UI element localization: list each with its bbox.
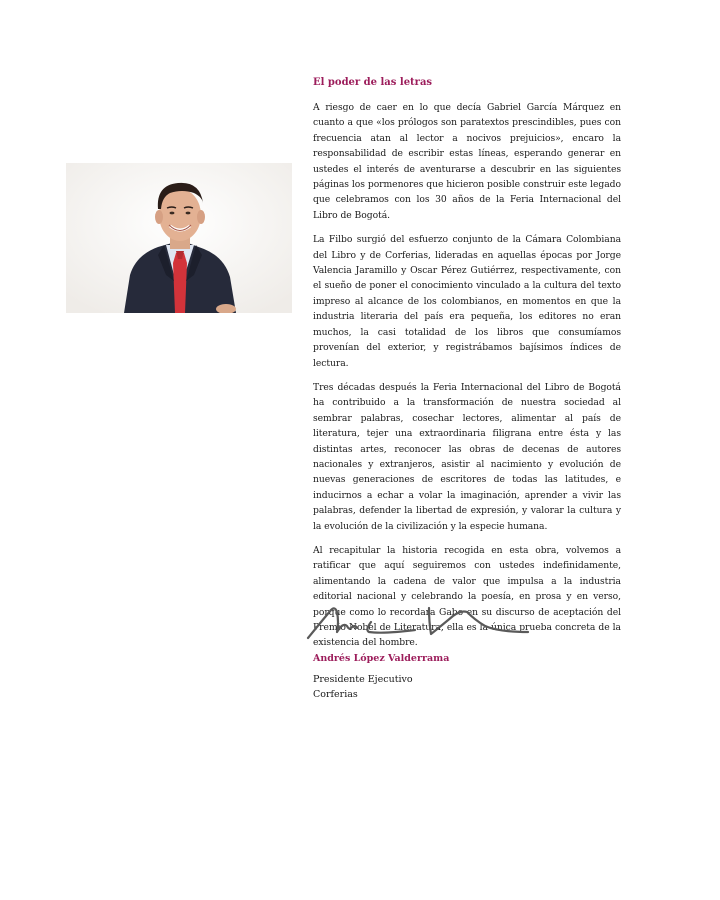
article-paragraph-4: Al recapitular la historia recogida en esta obra, volvemos a ratificar que aquí seguiremos con ustedes indefinidamente, alimentando la cadena de valor que impulsa a la industria editorial nacional y celebrando la poesía, en prosa y en verso, porque como lo recordara Gabo en su discurso de aceptación del Premio Nobel de Literatura, ella es la única prueba concreta de la existencia del hombre. bbox=[313, 544, 621, 649]
signatory-organization: Corferias bbox=[313, 689, 358, 700]
article-paragraph-3: Tres décadas después la Feria Internacional del Libro de Bogotá ha contribuido a la transformación de nuestra sociedad al sembrar palabras, cosechar lectores, alimentar al país de literatura, tejer una extraordinaria filigrana entre ésta y las distintas artes, reconocer las obras de decenas de autores nacionales y extranjeros, asistir al nacimiento y evolución de nuevas generaciones de escritores de todas las latitudes, e inducirnos a echar a volar la imaginación, aprender a vivir las palabras, defender la libertad de expresión, y valorar la cultura y la evolución de la civilización y la especie humana. bbox=[313, 381, 621, 532]
signatory-details bbox=[313, 672, 413, 702]
article-paragraph-2: La Filbo surgió del esfuerzo conjunto de la Cámara Colombiana del Libro y de Corferias, lideradas en aquellas épocas por Jorge Valencia Jaramillo y Oscar Pérez Gutiérrez, respectivamente, con el sueño de poner el conocimiento vinculado a la cultura del texto impreso al alcance de los colombianos, en momentos en que la industria literaria del país era pequeña, los editores no eran muchos, la casi totalidad de los libros que consumíamos provenían del exterior, y registrábamos bajísimos índices de lectura. bbox=[313, 234, 621, 369]
article-paragraph-1: A riesgo de caer en lo que decía Gabriel García Márquez en cuanto a que «los prólogos son paratextos prescindibles, pues con frecuencia atan al lector a nocivos prejuicios», encaro la responsabilidad de escribir estas líneas, esperando generar en ustedes el interés de aventurarse a descubrir en las siguientes páginas los pormenores que hicieron posible construir este legado que celebramos con los 30 años de la Feria Internacional del Libro de Bogotá. bbox=[313, 102, 621, 221]
signatory-role: Presidente Ejecutivo bbox=[313, 674, 413, 685]
portrait-illustration bbox=[66, 163, 292, 313]
article-column bbox=[313, 76, 621, 660]
portrait-photo bbox=[66, 163, 292, 313]
handwritten-signature bbox=[303, 600, 533, 646]
article-title: El poder de las letras bbox=[313, 77, 433, 88]
signatory-name: Andrés López Valderrama bbox=[313, 653, 450, 664]
